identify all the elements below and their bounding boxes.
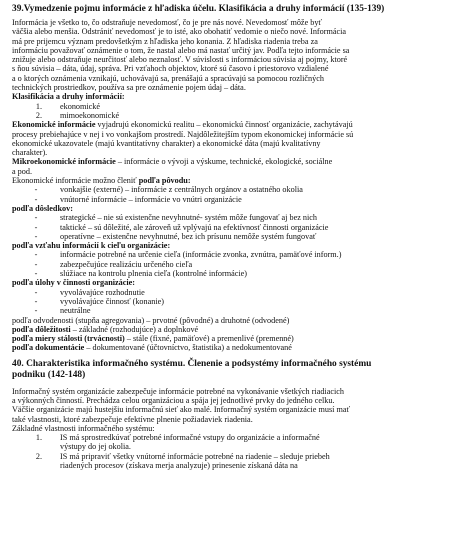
text-line: znižuje alebo odstraňuje neurčitosť alebo neznalosť. V súvislosti s informáciou súvisia aj pojmy, ktoré <box>12 55 348 65</box>
term: Ekonomické informácie <box>12 120 96 130</box>
intro-paragraph <box>12 18 442 92</box>
page-cutoff <box>0 543 450 553</box>
text-line: a pod. <box>12 166 33 176</box>
text-line: charakter). <box>12 148 48 158</box>
list-item: - vonkajšie (externé) – informácie z centrálnych orgánov a ostatného okolia <box>34 185 303 195</box>
text-line: podľa dôležitosti – základné (rozhodujúce) a doplnkové <box>12 324 199 334</box>
list-item: - strategické – nie sú existenčne nevyhnutné- systém môže fungovať aj bez nich <box>34 213 317 223</box>
division-intro: Ekonomické informácie možno členiť podľa pôvodu: <box>12 176 191 186</box>
list-item: - operatívne – existenčne nevyhnutné, bez ich prísunu nemôže systém fungovať <box>34 231 317 241</box>
list-item: 2. IS má pripraviť všetky vnútorné informácie potrebné na riadenie – sleduje priebeh riadených procesov (získava merja analyzuje) prinesenie získaná dáta na <box>35 451 330 471</box>
list-item: - vyvolávajúce rozhodnutie <box>34 287 145 297</box>
list-item: - zabezpečujúce realizáciu určeného cieľa <box>34 259 193 269</box>
section-heading-40: 40. Charakteristika informačného systému. Členenie a podsystémy informačného systému podniku (142-148) <box>12 358 372 380</box>
text-line: má pre prijemcu význam predovšetkým z hľadiska jeho konania. Z hľadiska riadenia treba za <box>12 36 318 46</box>
text-line: podľa dokumentácie – dokumentované (účtovníctvo, štatistika) a nedokumentované <box>12 343 292 353</box>
term: Mikroekonomické informácie <box>12 157 116 167</box>
text-line: Základné vlastnosti informačného systému: <box>12 423 155 433</box>
classification-title: Klasifikácia a druhy informácií: <box>12 92 125 102</box>
list-item: - vyvolávajúce činnosť (konanie) <box>34 296 164 306</box>
text-line: také vlastnosti, ktoré zabezpečuje efektívne plnenie požiadaviek riadenia. <box>12 414 253 424</box>
text-line: väčšia alebo menšia. Odstrániť nevedomosť je to isté, ako obohatiť vedomie o niečo nové. Informácia <box>12 27 347 37</box>
goal-title: podľa vzťahu informácií k cieľu organizácie: <box>12 241 171 251</box>
info-system-paragraph <box>12 387 442 433</box>
consequences-title: podľa dôsledkov: <box>12 203 73 213</box>
text-line: informáciu považovať oznámenie o tom, že nastal alebo má nastať určitý jav. Podľa tejto informácie sa <box>12 45 350 55</box>
text-line: Väčšie organizácie majú hustejšiu informačnú sieť ako malé. Informačný systém organizácie musí mať <box>12 405 350 415</box>
text-line: procesy prebiehajúce v nej i vo vonkajšom prostredí. Najdôležitejším typom ekonomickej informácie sú <box>12 129 354 139</box>
text-line: a výkonných činností. Prechádza celou organizáciou a spája jej jednotlivé prvky do jedného celku. <box>12 395 335 405</box>
tasks-title: podľa úlohy v činnosti organizácie: <box>12 278 136 288</box>
text-line: Informácia je všetko to, čo odstraňuje nevedomosť, čo je pre nás nové. Nevedomosť môže byť <box>12 18 322 27</box>
list-item: 2. mimoekonomické <box>35 110 120 120</box>
list-item: - vnútorné informácie – informácie vo vnútri organizácie <box>34 194 242 204</box>
list-item: - informácie potrebné na určenie cieľa (informácie zvonka, zvnútra, pamäťové inform.) <box>34 250 342 260</box>
text-line: s ňou súvisia – dáta, údaj, správa. Pri vzťahoch objektov, ktoré sú časovo i priestorovo vzdialené <box>12 64 329 74</box>
list-item: - taktické – sú dôležité, ale zároveň už vplývajú na efektívnosť činnosti organizácie <box>34 222 329 232</box>
text-line: ekonomické ukazovatele (majú kvantitatívny charakter) a ekonomické dáta (majú kvalitatívny <box>12 138 321 148</box>
text-line: podľa odvodenosti (stupňa agregovania) – prvotné (pôvodné) a druhotné (odvodené) <box>12 315 290 325</box>
microeconomic-info-paragraph: Mikroekonomické informácie – informácie o vývoji a výskume, technické, ekologické, sociálne a pod. <box>12 157 442 176</box>
text-line: podľa miery stálosti (trvácnosti) – stále (fixné, pamäťové) a premenlivé (premenné) <box>12 334 294 344</box>
list-item: 1. ekonomické <box>35 101 101 111</box>
text-line: Informačný systém organizácie zabezpečuje informácie potrebné na vykonávanie všetkých riadiacich <box>12 386 344 396</box>
list-item: - neutrálne <box>34 306 91 316</box>
text-line: a o ktorých oznámenia vznikajú, uchovávajú sa, prenášajú a spracúvajú sa pomocou rozličných <box>12 73 324 83</box>
list-item: - slúžiace na kontrolu plnenia cieľa (kontrolné informácie) <box>34 269 248 279</box>
section-heading-39: 39.Vymedzenie pojmu informácie z hľadiska účelu. Klasifikácia a druhy informácií (135-139) <box>12 4 385 14</box>
list-item: 1. IS má sprostredkúvať potrebné informačné vstupy do organizácie a informačné výstupy do jej okolia. <box>35 433 320 452</box>
economic-info-paragraph: Ekonomické informácie vyjadrujú ekonomickú realitu – ekonomickú činnosť organizácie, zachytávajú procesy prebiehajúce v nej i vo vonkajšom prostredí. Najdôležitejším typom ekonomickej informácie sú ekonomické ukazovatele (majú kvantitatívny charakter) a ekonomické dáta (majú kvalitatívny charakter). <box>12 120 442 157</box>
text-line: technických prostriedkov, používa sa pre oznámenie pojem údaj – dáta. <box>12 83 246 93</box>
